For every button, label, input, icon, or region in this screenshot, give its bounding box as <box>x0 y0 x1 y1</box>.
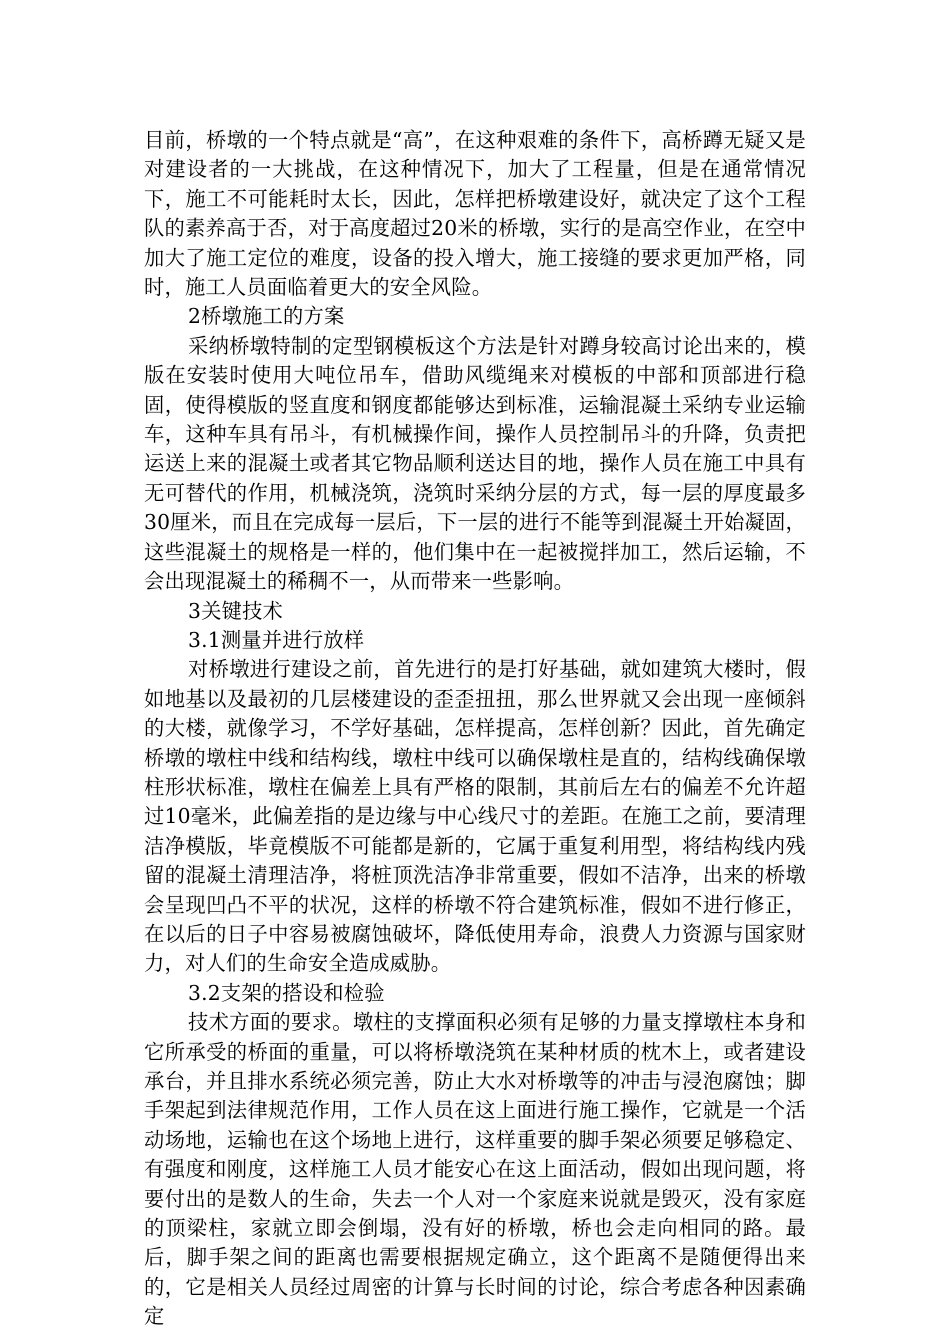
section-3-1-heading: 3.1测量并进行放样 <box>188 627 365 652</box>
section-2-heading: 2桥墩施工的方案 <box>188 304 345 329</box>
document-page <box>144 126 806 1332</box>
section-2-paragraph: 采纳桥墩特制的定型钢模板这个方法是针对蹲身较高讨论出来的，模版在安装时使用大吨位吊车，借助风缆绳来对模板的中部和顶部进行稳固，使得模版的竖直度和钢度都能够达到标准，运输混凝土采纳专业运输车，这种车具有吊斗，有机械操作间，操作人员控制吊斗的升降，负责把运送上来的混凝土或者其它物品顺利送达目的地，操作人员在施工中具有无可替代的作用，机械浇筑，浇筑时采纳分层的方式，每一层的厚度最多30厘米，而且在完成每一层后，下一层的进行不能等到混凝土开始凝固，这些混凝土的规格是一样的，他们集中在一起被搅拌加工，然后运输，不会出现混凝土的稀稠不一，从而带来一些影响。 <box>144 333 806 594</box>
intro-paragraph: 目前，桥墩的一个特点就是“高”，在这种艰难的条件下，高桥蹲无疑又是对建设者的一大挑战，在这种情况下，加大了工程量，但是在通常情况下，施工不可能耗时太长，因此，怎样把桥墩建设好，就决定了这个工程队的素养高于否，对于高度超过20米的桥墩，实行的是高空作业，在空中加大了施工定位的难度，设备的投入增大，施工接缝的要求更加严格，同时，施工人员面临着更大的安全风险。 <box>144 128 806 300</box>
section-3-2-paragraph: 技术方面的要求。墩柱的支撑面积必须有足够的力量支撑墩柱本身和它所承受的桥面的重量，可以将桥墩浇筑在某种材质的枕木上，或者建设承台，并且排水系统必须完善，防止大水对桥墩等的冲击与浸泡腐蚀；脚手架起到法律规范作用，工作人员在这上面进行施工操作，它就是一个活动场地，运输也在这个场地上进行，这样重要的脚手架必须要足够稳定、有强度和刚度，这样施工人员才能安心在这上面活动，假如出现问题，将要付出的是数人的生命，失去一个人对一个家庭来说就是毁灭，没有家庭的顶梁柱，家就立即会倒塌，没有好的桥墩，桥也会走向相同的路。最后，脚手架之间的距离也需要根据规定确立，这个距离不是随便得出来的，它是相关人员经过周密的计算与长时间的讨论，综合考虑各种因素确定 <box>144 1010 806 1329</box>
section-3-1-paragraph: 对桥墩进行建设之前，首先进行的是打好基础，就如建筑大楼时，假如地基以及最初的几层楼建设的歪歪扭扭，那么世界就又会出现一座倾斜的大楼，就像学习，不学好基础，怎样提高，怎样创新？因此，首先确定桥墩的墩柱中线和结构线，墩柱中线可以确保墩柱是直的，结构线确保墩柱形状标准，墩柱在偏差上具有严格的限制，其前后左右的偏差不允许超过10毫米，此偏差指的是边缘与中心线尺寸的差距。在施工之前，要清理洁净模版，毕竟模版不可能都是新的，它属于重复利用型，将结构线内残留的混凝土清理洁净，将桩顶洗洁净非常重要，假如不洁净，出来的桥墩会呈现凹凸不平的状况，这样的桥墩不符合建筑标准，假如不进行修正，在以后的日子中容易被腐蚀破坏，降低使用寿命，浪费人力资源与国家财力，对人们的生命安全造成威胁。 <box>144 657 806 976</box>
section-3-2-heading: 3.2支架的搭设和检验 <box>188 980 385 1005</box>
section-3-heading: 3关键技术 <box>188 598 284 623</box>
